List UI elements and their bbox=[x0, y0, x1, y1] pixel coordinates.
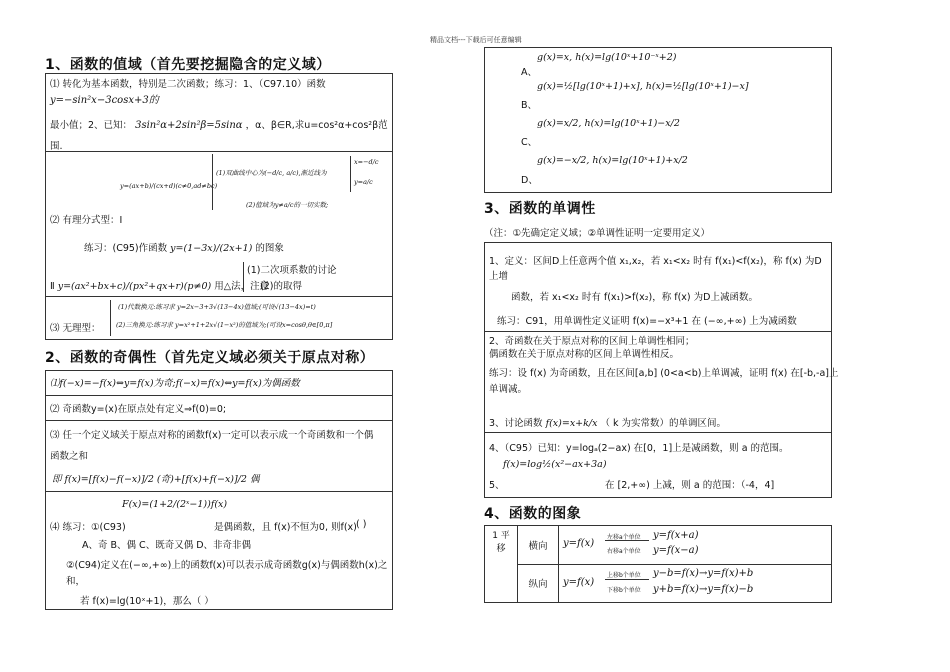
parity-practice-2c: 若 f(x)=lg(10ˣ+1)，那么（ ） bbox=[80, 596, 214, 607]
parity-practice-cond: 是偶函数，且 f(x)不恒为0, 则f(x) bbox=[214, 522, 357, 533]
divider bbox=[485, 331, 831, 332]
parity-practice-fn: F(x)=(1+2/(2ˣ−1))f(x) bbox=[122, 499, 228, 510]
mono-rule-2: 偶函数在关于原点对称的区间上单调性相反。 bbox=[489, 349, 680, 360]
parity-choices: A、奇 B、偶 C、既奇又偶 D、非奇非偶 bbox=[82, 540, 252, 551]
parity-practice-label: ⑷ 练习：①(C93) bbox=[50, 522, 126, 533]
divider bbox=[46, 151, 392, 152]
asymptote-y: y=a/c bbox=[354, 178, 373, 186]
type-2-label: Ⅱ bbox=[50, 281, 55, 292]
rational-prop-2: (2)值域为y≠a/c的一切实数; bbox=[246, 201, 329, 209]
section-3-heading: 3、函数的单调性 bbox=[484, 201, 596, 217]
divider bbox=[46, 395, 392, 396]
brace bbox=[110, 300, 111, 336]
practice-tail: 的图象 bbox=[255, 243, 284, 254]
range-line-3a: 最小值；2、已知： bbox=[50, 120, 133, 131]
arrow-line bbox=[605, 579, 649, 580]
asymptote-x: x=−d/c bbox=[354, 158, 379, 166]
horizontal-result-2: y=f(x−a) bbox=[653, 545, 699, 556]
option-b: g(x)=½[lg(10ˣ+1)+x], h(x)=½[lg(10ˣ+1)−x] bbox=[537, 81, 749, 92]
practice-label: 练习：(C95)作函数 bbox=[84, 243, 168, 254]
rational-fn-1: y=(ax+b)/(cx+d)(c≠0,ad≠bc) bbox=[120, 182, 218, 190]
down-shift-label: 下移b个单位 bbox=[607, 586, 641, 594]
mono-rule-4: 单调减。 bbox=[489, 384, 528, 395]
type-2-note-1: (1)二次项系数的讨论 bbox=[247, 265, 337, 276]
translation-table bbox=[484, 525, 832, 603]
monotonicity-box bbox=[484, 242, 839, 498]
translation-label: 1 平移 bbox=[485, 526, 518, 603]
practice-fn: y=(1−3x)/(2x+1) bbox=[170, 243, 253, 254]
rational-type: ⑵ 有理分式型：Ⅰ bbox=[50, 215, 123, 226]
rational-prop-1: (1)双曲线中心为(−d/c, a/c),渐近线为 bbox=[216, 169, 327, 177]
type-2-fn: y=(ax²+bx+c)/(px²+qx+r)(p≠0) bbox=[57, 281, 212, 292]
parity-practice-2b: 和， bbox=[66, 576, 86, 587]
section-1-heading: 1、函数的值域（首先要挖掘隐含的定义域） bbox=[45, 57, 331, 73]
divider bbox=[46, 491, 392, 492]
divider bbox=[46, 296, 392, 297]
divider bbox=[46, 420, 392, 421]
mono-def-3: 函数，若 x₁<x₂ 时有 f(x₁)>f(x₂)，称 f(x) 为D上减函数。 bbox=[511, 292, 758, 303]
parity-box bbox=[45, 370, 393, 610]
irrational-sub-2: (2)三角换元:练习求 y=x²+1+2x√(1−x²)的值域为;(可设x=cosθ,θ∈[0,π] bbox=[116, 321, 333, 329]
type-2-note-2: (2)的取得 bbox=[260, 281, 302, 292]
mono-rule-3: 练习：设 f(x) 为奇函数，且在区间[a,b] (0<a<b)上单调减，证明 f(x) 在[-b,-a]上 bbox=[489, 368, 839, 379]
horizontal-src: y=f(x) bbox=[563, 538, 595, 549]
section-2-heading: 2、函数的奇偶性（首先定义域必须关于原点对称） bbox=[45, 350, 375, 366]
mono-q3-fn: f(x)=x+k/x bbox=[545, 418, 598, 429]
options-box bbox=[484, 47, 832, 193]
parity-row-3b: 函数之和 bbox=[50, 451, 89, 462]
type-2-tail: 用△法，注意 bbox=[214, 281, 270, 292]
up-shift-label: 上移b个单位 bbox=[607, 571, 641, 579]
vertical-result-1: y−b=f(x)→y=f(x)+b bbox=[653, 567, 754, 579]
vertical-result-2: y+b=f(x)→y=f(x)−b bbox=[653, 583, 754, 595]
option-d: g(x)=−x/2, h(x)=lg(10ˣ+1)+x/2 bbox=[537, 155, 688, 166]
horizontal-label: 横向 bbox=[518, 526, 559, 565]
range-box bbox=[45, 73, 393, 340]
right-shift-label: 右移a个单位 bbox=[607, 548, 641, 555]
mono-q5-fn: f(x)=log½(x²−ax+3a) bbox=[503, 459, 607, 470]
vertical-src: y=f(x) bbox=[563, 576, 595, 588]
horizontal-result-1: y=f(x+a) bbox=[653, 530, 699, 541]
arrow-line bbox=[605, 540, 649, 541]
parity-row-2: ⑵ 奇函数y=(x)在原点处有定义⇒f(0)=0; bbox=[50, 404, 227, 415]
range-line-4: 围. bbox=[50, 141, 63, 152]
left-shift-label: 左移a个单位 bbox=[607, 534, 641, 541]
divider bbox=[485, 432, 831, 433]
mono-def-1: 1、定义：区间D上任意两个值 x₁,x₂，若 x₁<x₂ 时有 f(x₁)<f(x₂)，称 f(x) 为D bbox=[489, 256, 822, 267]
page-header: 精品文档---下载后可任意编辑 bbox=[430, 36, 522, 44]
option-d-label: D、 bbox=[521, 175, 538, 186]
option-a-label: A、 bbox=[521, 67, 537, 78]
vertical-label: 纵向 bbox=[518, 564, 559, 603]
range-line-1: ⑴ 转化为基本函数，特别是二次函数；练习：1、（C97.10）函数 bbox=[50, 79, 326, 90]
parity-row-1: ⑴f(−x)=−f(x)⇔y=f(x)为奇;f(−x)=f(x)⇔y=f(x)为偶函数 bbox=[50, 378, 300, 389]
section-3-note: （注：①先确定定义域；②单调性证明一定要用定义） bbox=[484, 228, 711, 239]
irrational-sub-1: (1)代数换元:练习求 y=2x−3+3√(13−4x)值域;(可设√(13−4x)=t) bbox=[118, 303, 316, 311]
option-b-label: B、 bbox=[521, 100, 538, 111]
section-4-heading: 4、函数的图象 bbox=[484, 506, 582, 522]
option-a: g(x)=x, h(x)=lg(10ˣ+10⁻ˣ+2) bbox=[537, 52, 677, 63]
parity-row-3c: 即 f(x)=[f(x)−f(−x)]/2 (奇)+[f(x)+f(−x)]/2 偶 bbox=[52, 474, 260, 485]
option-c-label: C、 bbox=[521, 137, 538, 148]
brace bbox=[350, 156, 351, 192]
irrational-label: ⑶ 无理型： bbox=[50, 323, 101, 334]
parity-row-3a: ⑶ 任一个定义域关于原点对称的函数f(x)一定可以表示成一个奇函数和一个偶 bbox=[50, 430, 374, 441]
mono-q5-label: 5、 bbox=[489, 480, 505, 491]
mono-def-2: 上增 bbox=[489, 271, 509, 282]
brace bbox=[243, 262, 244, 292]
range-line-2: y=−sin²x−3cosx+3的 bbox=[50, 95, 159, 106]
parity-practice-2a: ②(C94)定义在(−∞,+∞)上的函数f(x)可以表示成奇函数g(x)与偶函数h(x)之 bbox=[66, 560, 388, 571]
range-line-3c: ，α、β∈R,求u=cos²α+cos²β范 bbox=[245, 120, 388, 131]
range-line-3b: 3sin²α+2sin²β=5sinα bbox=[135, 120, 243, 131]
option-c: g(x)=x/2, h(x)=lg(10ˣ+1)−x/2 bbox=[537, 118, 680, 129]
mono-q5-tail: 在 [2,+∞) 上减，则 a 的范围：（-4，4] bbox=[605, 480, 775, 491]
mono-practice: 练习：C91，用单调性定义证明 f(x)=−x³+1 在 (−∞,+∞) 上为减函数 bbox=[497, 316, 797, 327]
brace bbox=[212, 154, 213, 210]
answer-blank: ( ) bbox=[356, 519, 367, 530]
mono-q3-tail: （ k 为实常数）的单调区间。 bbox=[600, 418, 727, 429]
mono-q4: 4、（C95）已知：y=logₐ(2−ax) 在[0，1]上是减函数，则 a 的范围。 bbox=[489, 443, 789, 454]
mono-q3-label: 3、讨论函数 bbox=[489, 418, 543, 429]
mono-rule-1: 2、奇函数在关于原点对称的区间上单调性相同； bbox=[489, 336, 695, 347]
